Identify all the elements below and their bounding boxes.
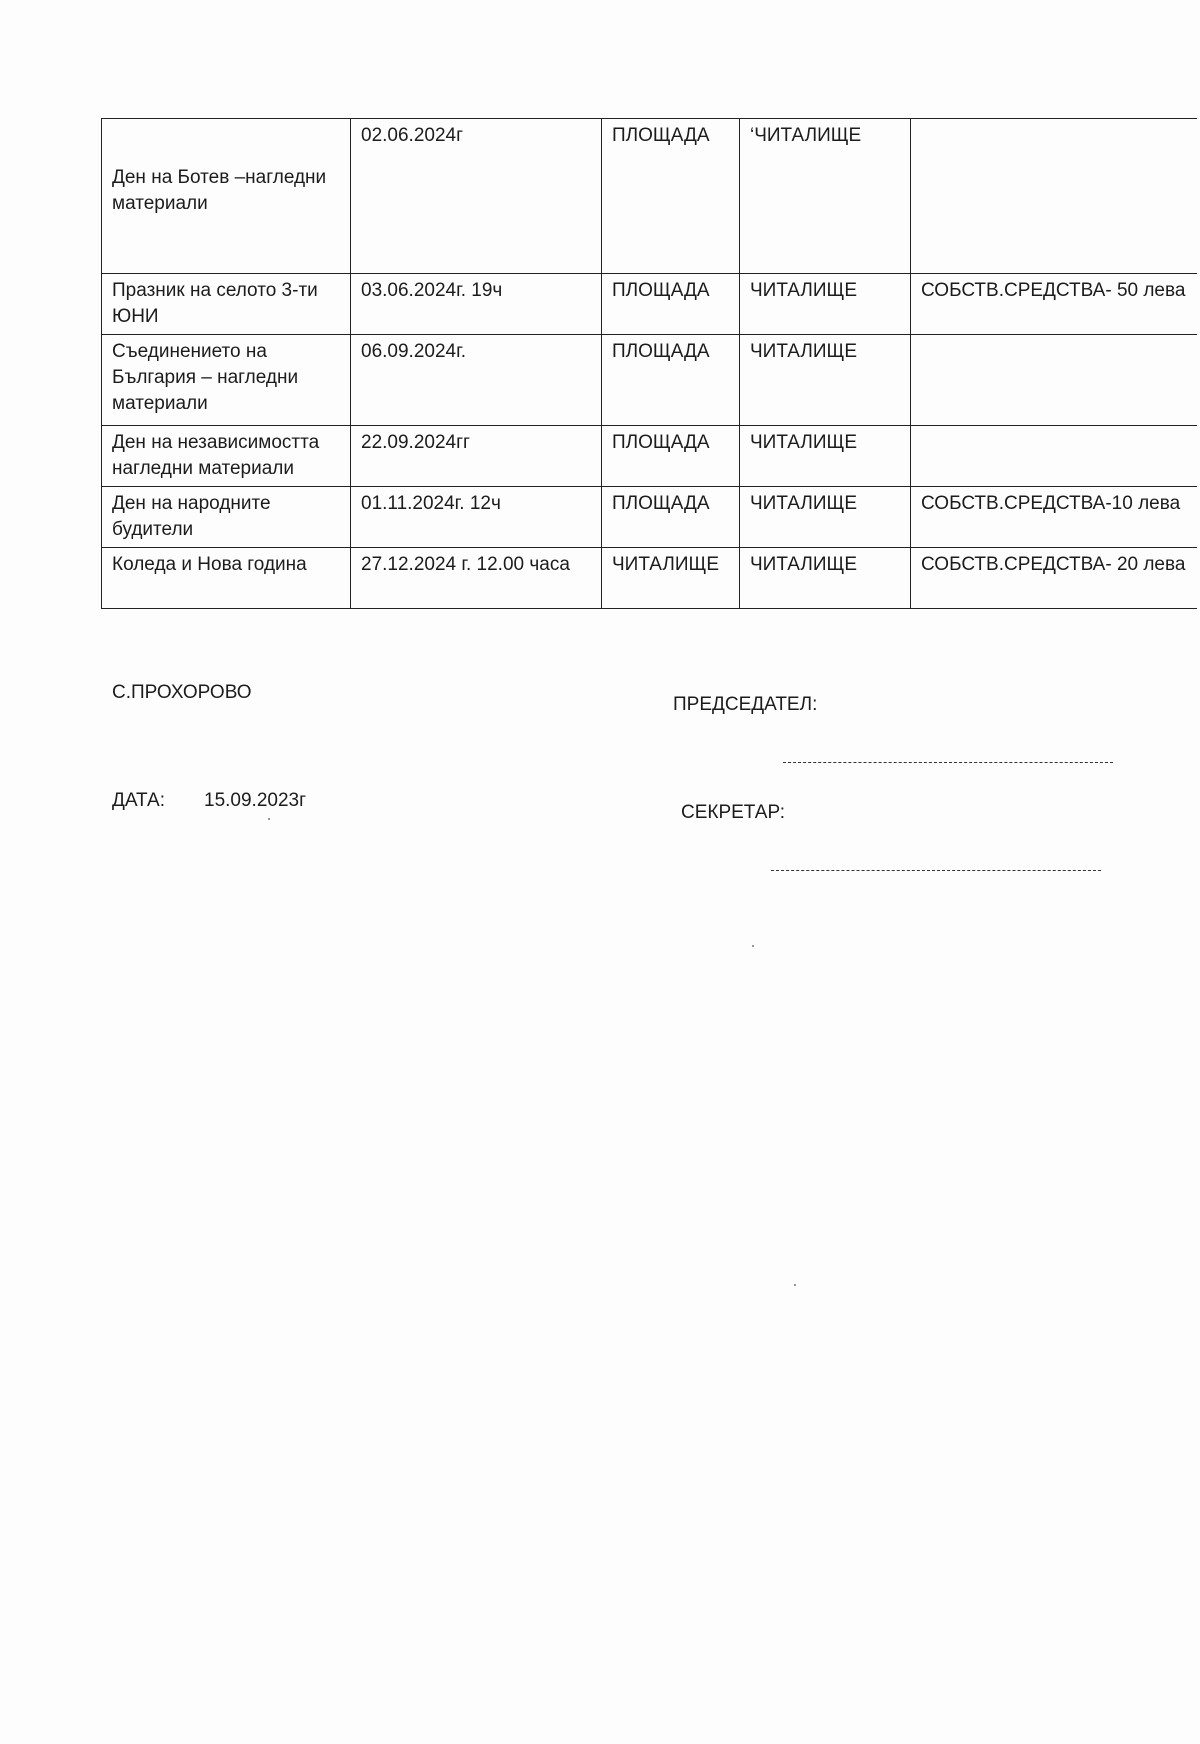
organizer-cell: ЧИТАЛИЩЕ bbox=[740, 487, 911, 548]
place-cell: ПЛОЩАДА bbox=[602, 119, 740, 274]
date-cell: 22.09.2024гг bbox=[351, 426, 602, 487]
funding-cell bbox=[911, 335, 1198, 426]
date-label: ДАТА: bbox=[112, 790, 165, 811]
scan-speck bbox=[752, 945, 754, 947]
table-row bbox=[102, 119, 1198, 274]
funding-cell bbox=[911, 119, 1198, 274]
chairman-signature-line bbox=[783, 762, 1113, 763]
event-cell: Коледа и Нова година bbox=[102, 548, 351, 609]
table-row bbox=[102, 335, 1198, 426]
table-row bbox=[102, 274, 1198, 335]
table-row bbox=[102, 487, 1198, 548]
organizer-cell: ‘ЧИТАЛИЩЕ bbox=[740, 119, 911, 274]
table-row bbox=[102, 548, 1198, 609]
funding-cell: СОБСТВ.СРЕДСТВА- 20 лева bbox=[911, 548, 1198, 609]
place-cell: ПЛОЩАДА bbox=[602, 487, 740, 548]
event-cell: Празник на селото 3-ти ЮНИ bbox=[102, 274, 351, 335]
organizer-cell: ЧИТАЛИЩЕ bbox=[740, 335, 911, 426]
event-cell: Ден на независимостта нагледни материали bbox=[102, 426, 351, 487]
funding-cell: СОБСТВ.СРЕДСТВА-10 лева bbox=[911, 487, 1198, 548]
chairman-label: ПРЕДСЕДАТЕЛ: bbox=[673, 694, 818, 715]
place-cell: ПЛОЩАДА bbox=[602, 335, 740, 426]
organizer-cell: ЧИТАЛИЩЕ bbox=[740, 548, 911, 609]
schedule-table-container bbox=[101, 118, 1186, 609]
schedule-table bbox=[101, 118, 1197, 609]
secretary-signature-line bbox=[771, 870, 1101, 871]
organizer-cell: ЧИТАЛИЩЕ bbox=[740, 426, 911, 487]
secretary-label: СЕКРЕТАР: bbox=[681, 802, 785, 823]
scan-speck bbox=[794, 1284, 796, 1286]
event-cell: Ден на Ботев –нагледни материали bbox=[102, 119, 351, 274]
scan-speck bbox=[268, 818, 270, 820]
date-cell: 03.06.2024г. 19ч bbox=[351, 274, 602, 335]
place-cell: ЧИТАЛИЩЕ bbox=[602, 548, 740, 609]
event-cell: Съединението на България – нагледни материали bbox=[102, 335, 351, 426]
village-name: С.ПРОХОРОВО bbox=[112, 682, 252, 703]
date-value: 15.09.2023г bbox=[204, 790, 307, 811]
funding-cell bbox=[911, 426, 1198, 487]
place-cell: ПЛОЩАДА bbox=[602, 426, 740, 487]
date-cell: 01.11.2024г. 12ч bbox=[351, 487, 602, 548]
table-row bbox=[102, 426, 1198, 487]
date-cell: 02.06.2024г bbox=[351, 119, 602, 274]
date-cell: 06.09.2024г. bbox=[351, 335, 602, 426]
funding-cell: СОБСТВ.СРЕДСТВА- 50 лева bbox=[911, 274, 1198, 335]
place-cell: ПЛОЩАДА bbox=[602, 274, 740, 335]
organizer-cell: ЧИТАЛИЩЕ bbox=[740, 274, 911, 335]
event-cell: Ден на народните будители bbox=[102, 487, 351, 548]
date-cell: 27.12.2024 г. 12.00 часа bbox=[351, 548, 602, 609]
